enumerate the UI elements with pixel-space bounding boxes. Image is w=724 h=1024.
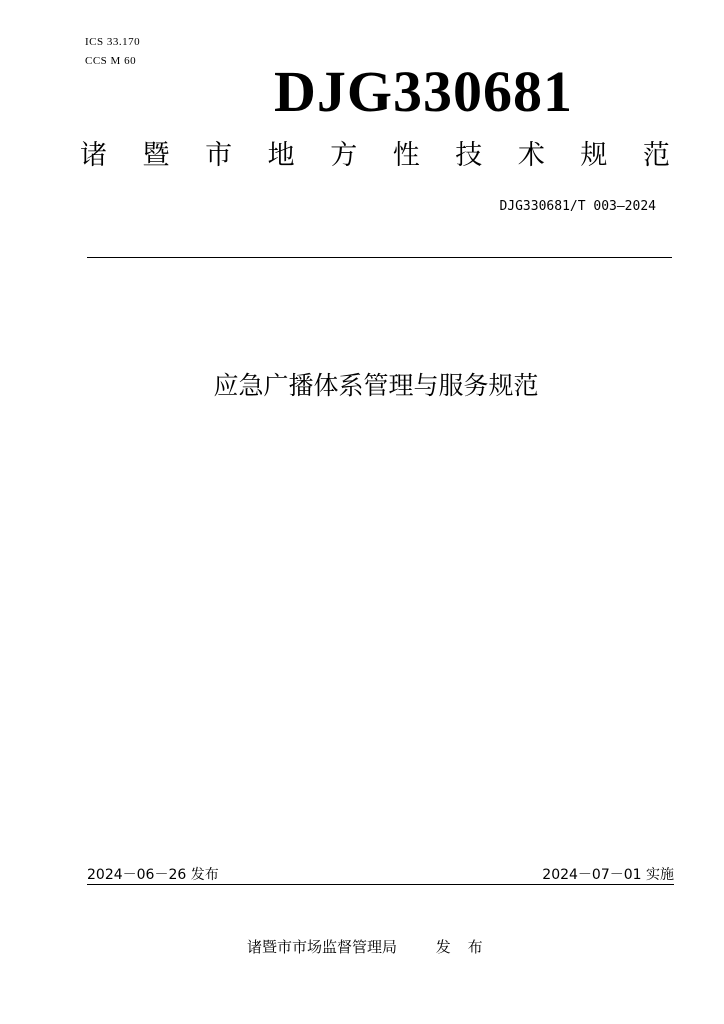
standard-number: DJG330681/T 003—2024 <box>499 199 656 214</box>
standard-type-char: 诸 <box>80 140 107 171</box>
standard-type-char: 方 <box>330 140 358 171</box>
standard-type-char: 暨 <box>142 140 170 171</box>
standard-type-char: 地 <box>267 140 295 171</box>
issue-date: 2024－06－26 发布 <box>87 867 219 883</box>
issuer-line <box>247 936 489 957</box>
header-divider <box>87 257 672 258</box>
ics-code: ICS 33.170 <box>85 36 141 48</box>
standard-type-char: 性 <box>392 140 420 171</box>
standard-type-char: 规 <box>580 140 608 171</box>
ccs-code: CCS M 60 <box>85 55 137 67</box>
issuer-name: 诸暨市市场监督管理局 <box>247 938 398 956</box>
implementation-date: 2024－07－01 实施 <box>542 867 674 883</box>
publish-label: 发 布 <box>435 938 489 956</box>
standard-type-heading <box>80 138 670 174</box>
standard-type-char: 范 <box>642 140 670 171</box>
standard-type-char: 市 <box>205 140 233 171</box>
footer-divider <box>87 884 674 885</box>
standard-type-char: 技 <box>455 140 483 171</box>
document-title: 应急广播体系管理与服务规范 <box>213 371 539 400</box>
standard-type-char: 术 <box>517 140 545 171</box>
local-standard-code: DJG330681 <box>274 59 573 124</box>
